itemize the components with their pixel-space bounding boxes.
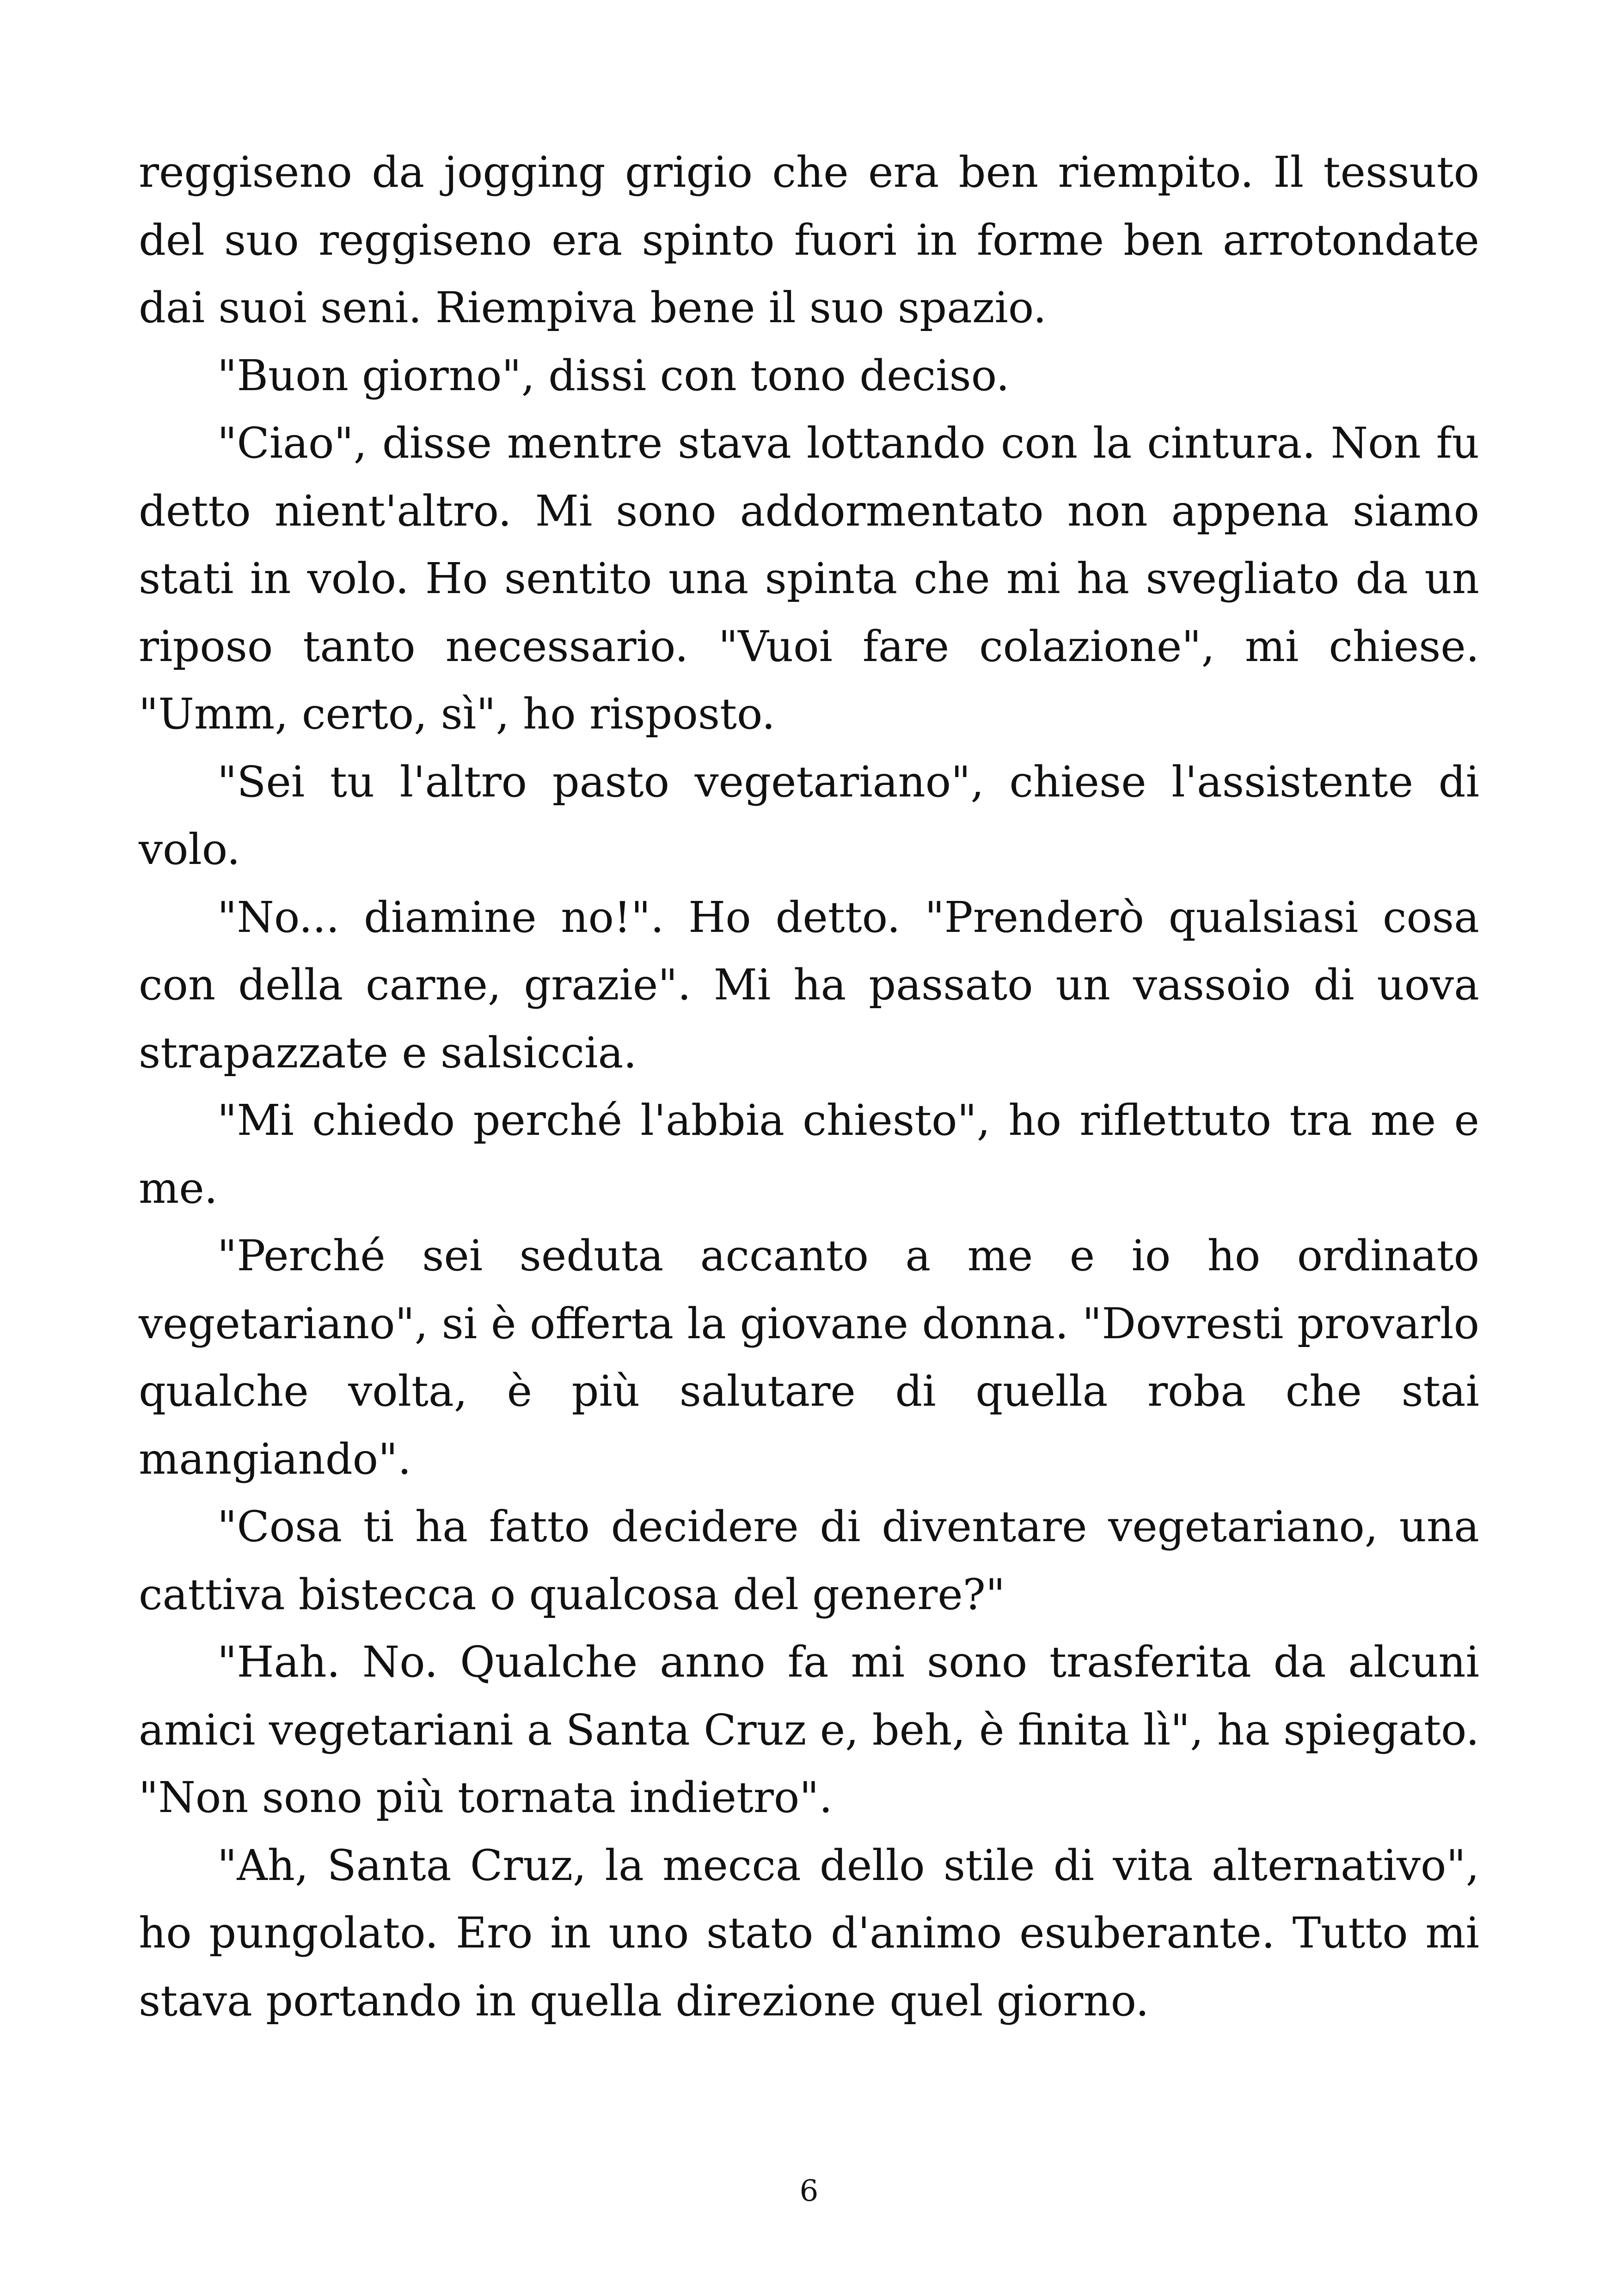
paragraph-5: "No... diamine no!". Ho detto. "Prenderò qualsiasi cosa con della carne, grazie". Mi ha passato un vassoio di uova strapazzate e salsiccia. [139,892,1479,1078]
page-number: 6 [799,2174,819,2208]
paragraph-1: reggiseno da jogging grigio che era ben riempito. Il tessuto del suo reggiseno era spinto fuori in forme ben arrotondate dai suoi seni. Riempiva bene il suo spazio. [139,147,1479,332]
paragraph-9: "Hah. No. Qualche anno fa mi sono trasferita da alcuni amici vegetariani a Santa Cruz e, beh, è finita lì", ha spiegato. "Non sono più tornata indietro". [139,1637,1479,1822]
paragraph-6: "Mi chiedo perché l'abbia chiesto", ho riflettuto tra me e me. [139,1096,1479,1213]
paragraph-10: "Ah, Santa Cruz, la mecca dello stile di vita alternativo", ho pungolato. Ero in uno stato d'animo esuberante. Tutto mi stava portando in quella direzione quel giorno. [139,1840,1479,2026]
body-text [139,139,1479,2035]
paragraph-2: "Buon giorno", dissi con tono deciso. [217,350,1010,400]
paragraph-7: "Perché sei seduta accanto a me e io ho ordinato vegetariano", si è offerta la giovane donna. "Dovresti provarlo qualche volta, è più salutare di quella roba che stai mangiando". [139,1231,1479,1484]
paragraph-3: "Ciao", disse mentre stava lottando con la cintura. Non fu detto nient'altro. Mi sono addormentato non appena siamo stati in volo. Ho sentito una spinta che mi ha svegliato da un riposo tanto necessario. "Vuoi fare colazione", mi chiese. "Umm, certo, sì", ho risposto. [139,418,1479,739]
paragraph-8: "Cosa ti ha fatto decidere di diventare vegetariano, una cattiva bistecca o qualcosa del genere?" [139,1502,1479,1619]
paragraph-4: "Sei tu l'altro pasto vegetariano", chiese l'assistente di volo. [139,757,1479,874]
